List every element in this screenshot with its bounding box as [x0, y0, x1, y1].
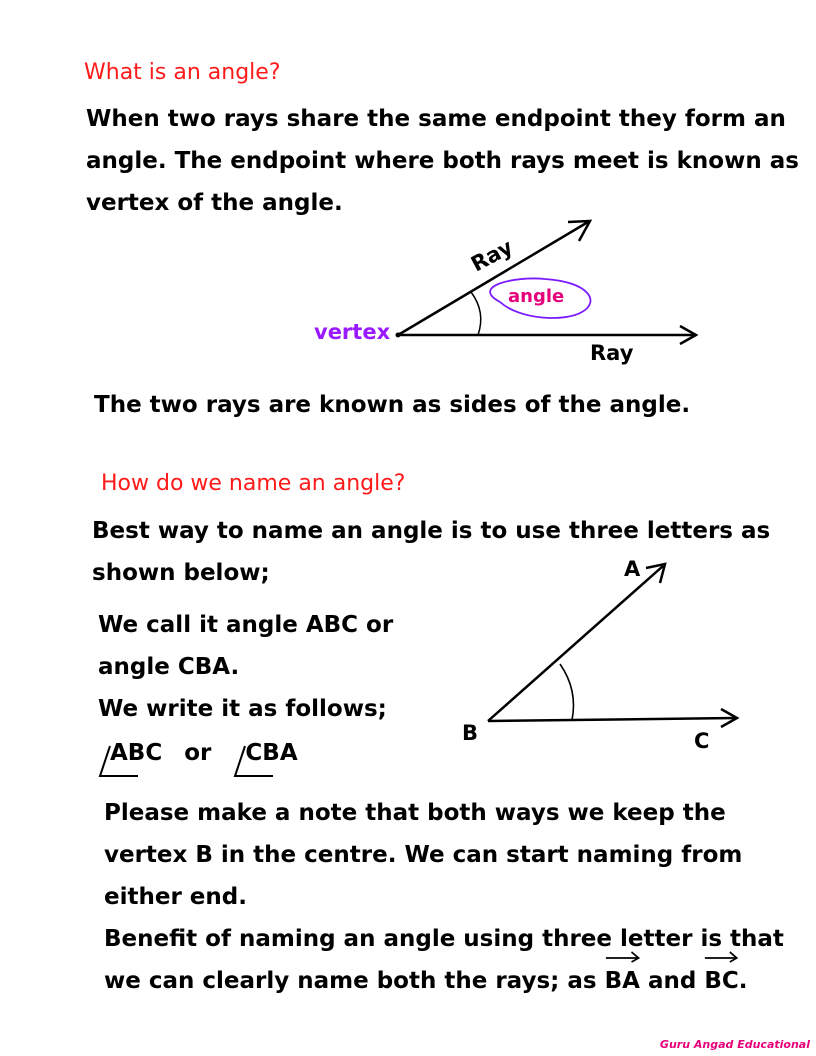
notation-cba: CBA	[245, 740, 298, 766]
ray-bc-text: BC	[704, 968, 739, 994]
text-line: When two rays share the same endpoint they form an	[86, 106, 786, 132]
ray-ba-line	[488, 566, 663, 721]
ray-bc-line	[488, 718, 735, 721]
ray-notation-ba	[605, 960, 640, 1002]
text-line: Benefit of naming an angle using three letter is that	[104, 926, 784, 952]
text-line: Best way to name an angle is to use three letters as	[92, 518, 771, 544]
vertex-label: vertex	[314, 320, 391, 344]
notation-abc: ABC	[110, 740, 163, 766]
rays-prefix: we can clearly name both the rays; as	[104, 968, 597, 994]
text-line: angle CBA.	[98, 654, 240, 680]
angle-arc-abc	[560, 664, 574, 720]
text-line-rays	[104, 960, 784, 1002]
label-b: B	[462, 721, 479, 745]
text-line: angle. The endpoint where both rays meet is known as	[86, 148, 799, 174]
text-line: We write it as follows;	[98, 696, 387, 722]
text-line: vertex B in the centre. We can start naming from	[104, 842, 743, 868]
text-line: We call it angle ABC or	[98, 612, 394, 638]
sides-sentence: The two rays are known as sides of the angle.	[94, 392, 691, 418]
text-line: vertex of the angle.	[86, 190, 343, 216]
paragraph-note	[104, 792, 784, 1002]
overline-arrow-icon	[704, 948, 738, 962]
ray-ba-text: BA	[604, 968, 640, 994]
heading-how-to-name: How do we name an angle?	[101, 471, 406, 496]
ray-notation-bc	[704, 960, 738, 1002]
notation-or: or	[184, 740, 212, 766]
text-line: Please make a note that both ways we keep the	[104, 800, 726, 826]
text-line: either end.	[104, 884, 247, 910]
ray-upper-label: Ray	[467, 234, 517, 277]
rays-middle: and	[647, 968, 697, 994]
overline-arrow-icon	[605, 948, 640, 962]
text-line: shown below;	[92, 560, 270, 586]
ray-lower-label: Ray	[590, 341, 634, 365]
heading-what-is-an-angle: What is an angle?	[84, 60, 281, 85]
footer-credit: Guru Angad Educational	[659, 1038, 810, 1051]
angle-label: angle	[508, 286, 565, 307]
label-c: C	[694, 729, 710, 753]
rays-end: .	[738, 968, 748, 994]
label-a: A	[624, 557, 641, 581]
